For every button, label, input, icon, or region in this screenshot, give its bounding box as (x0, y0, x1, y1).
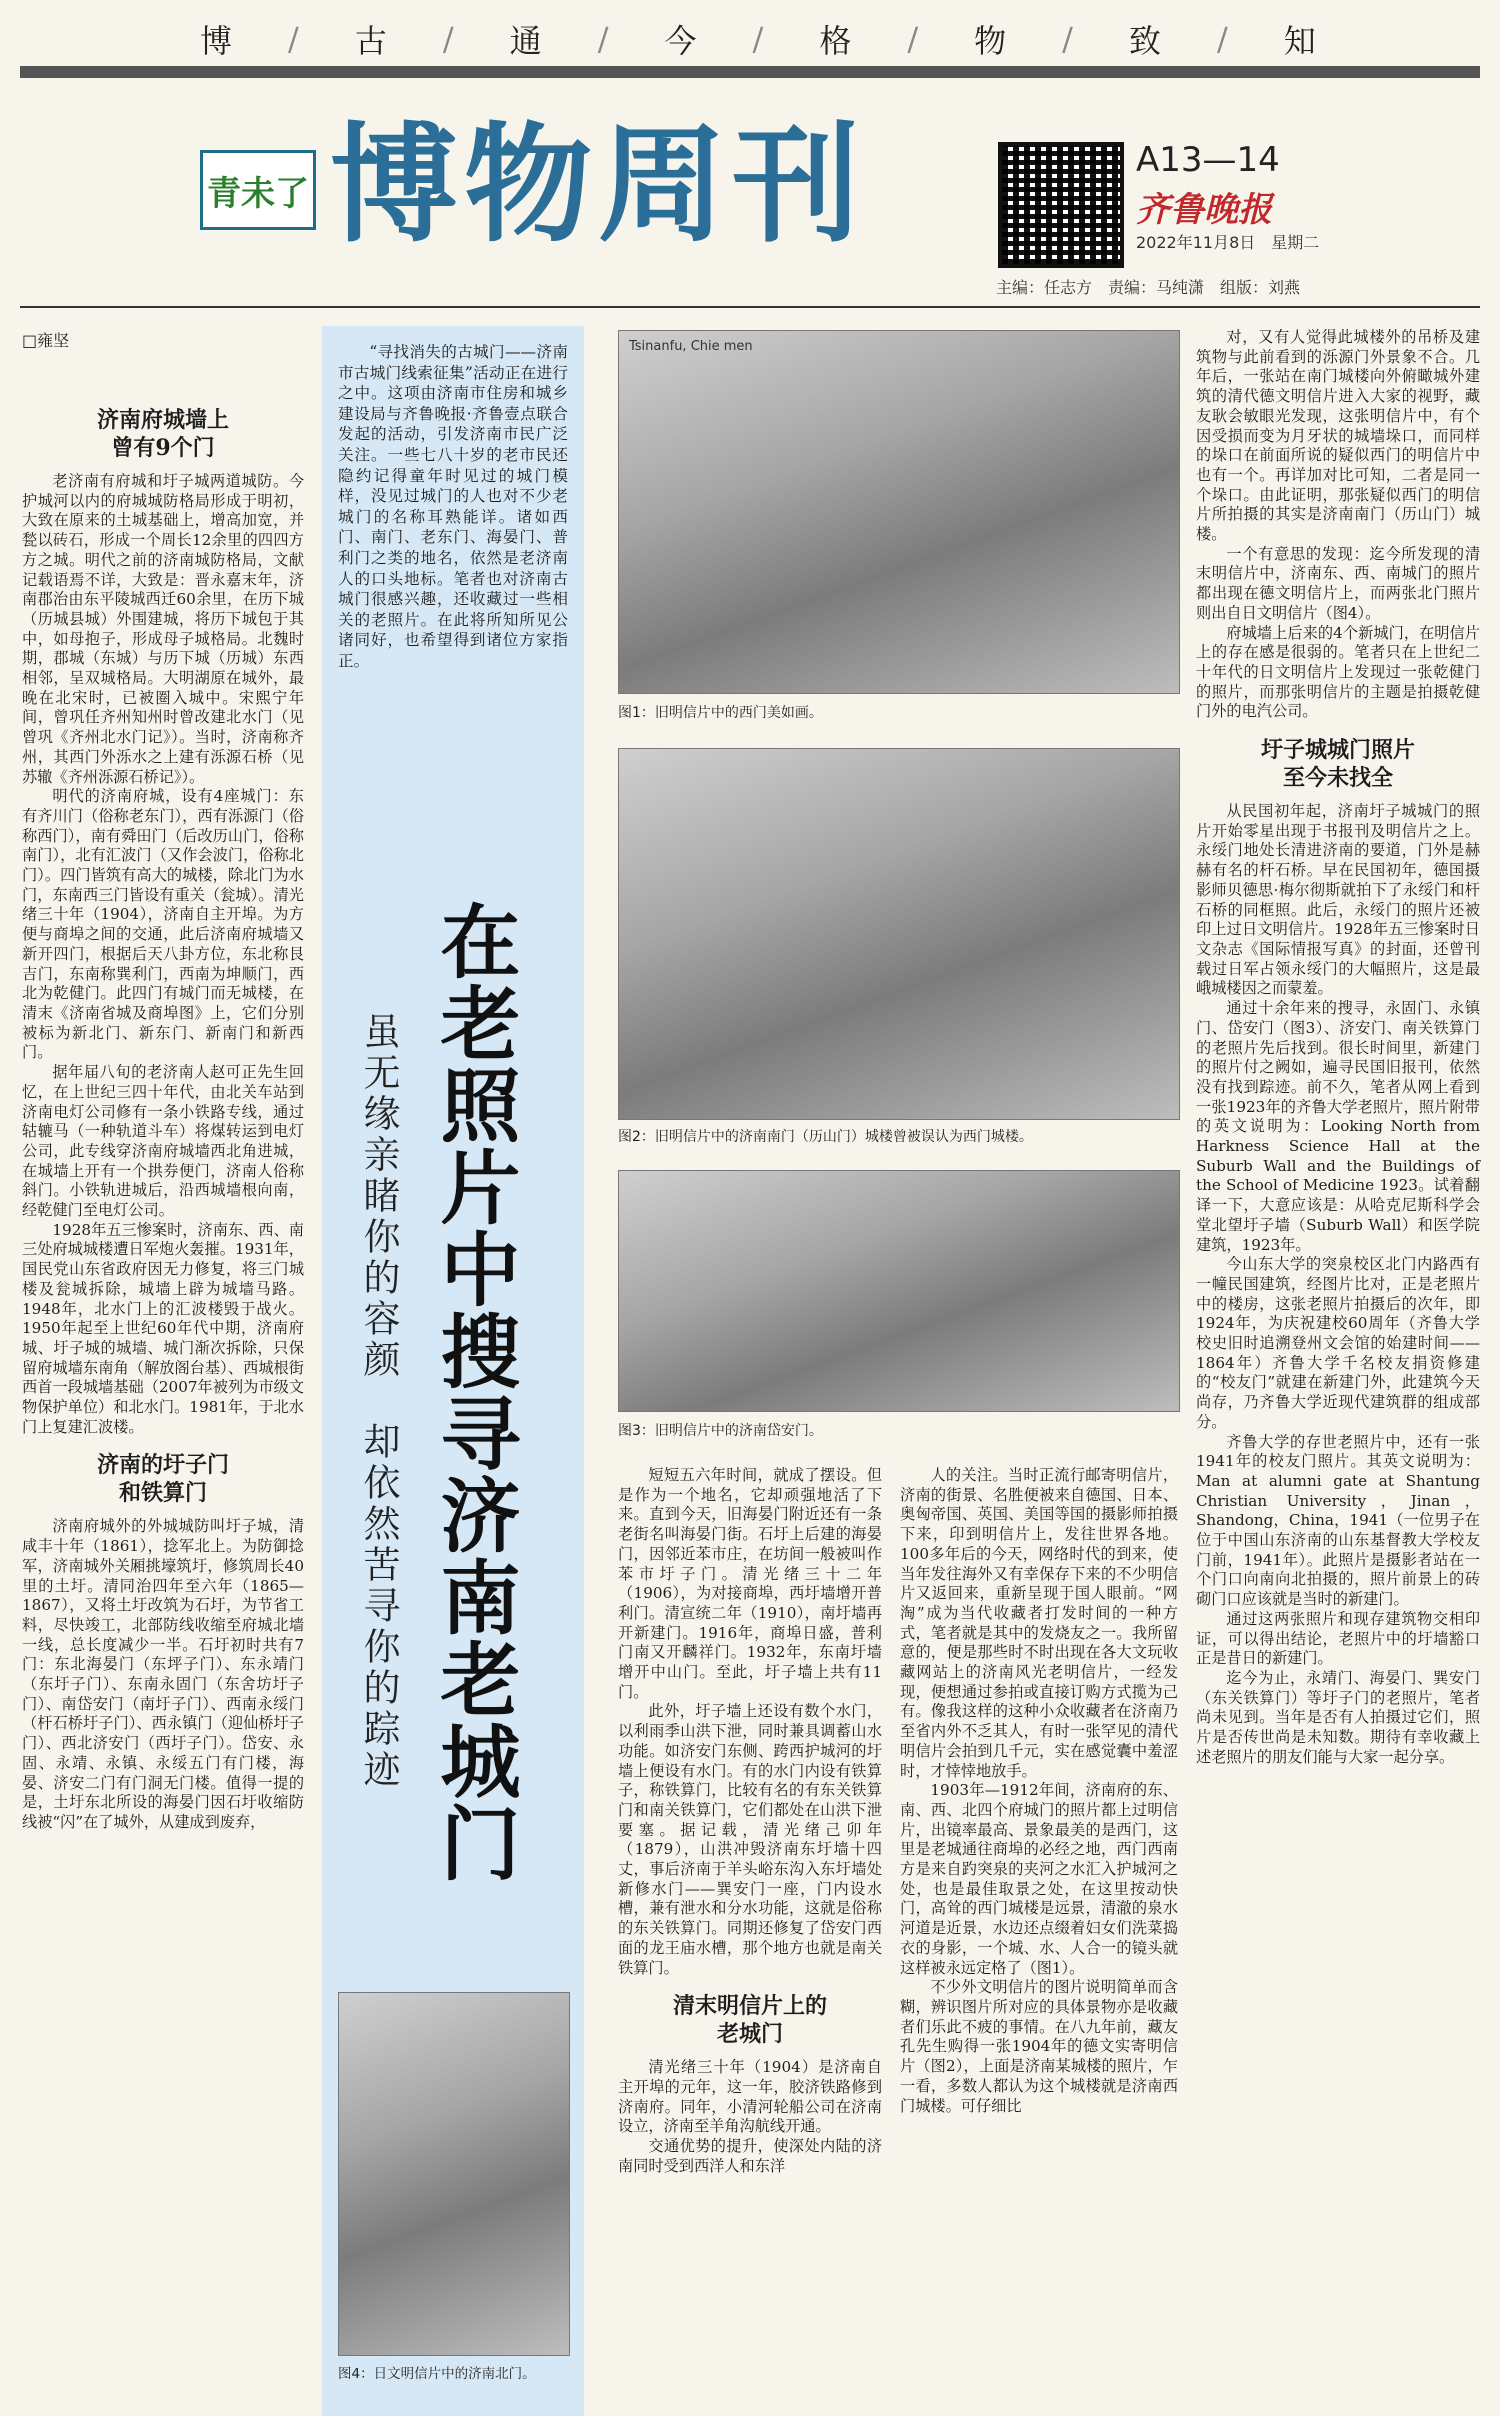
figure-4-caption: 图4：日文明信片中的济南北门。 (338, 2366, 536, 2382)
motto-char: 今 (664, 22, 701, 60)
lead-paragraph: “寻找消失的古城门——济南市古城门线索征集”活动正在进行之中。这项由济南市住房和城乡建设局与齐鲁晚报·齐鲁壹点联合发起的活动，引发济南市民广泛关注。一些七八十岁的老市民还隐约记得童年时见过的城门模样，没见过城门的人也对不少老城门的名称耳熟能详。诸如西门、南门、老东门、海晏门、普利门之类的地名，依然是老济南人的口头地标。笔者也对济南古城门很感兴趣，还收藏过一些相关的老照片。在此将所知所见公诸同好，也希望得到诸位方家指正。 (338, 343, 568, 670)
paragraph: 1903年—1912年间，济南府的东、南、西、北四个府城门的照片都上过明信片，出镜率最高、景象最美的是西门，这里是老城通往商埠的必经之地，西门西南方是来自趵突泉的夹河之水汇入护城河之处，也是最佳取景之处，在这里按动快门，高耸的西门城楼是远景，清澈的泉水河道是近景，水边还点缀着妇女们洗菜捣衣的身影，一个城、水、人合一的镜头就这样被永远定格了（图1）。 (900, 1781, 1178, 1977)
paragraph: 不少外文明信片的图片说明简单而含糊，辨识图片所对应的具体景物亦是收藏者们乐此不疲的事情。在八九年前，藏友孔先生购得一张1904年的德文实寄明信片（图2），上面是济南某城楼的照片，乍一看，多数人都认为这个城楼就是济南西门城楼。可仔细比 (900, 1978, 1178, 2115)
motto-char: 古 (354, 22, 391, 60)
motto-char: 致 (1128, 22, 1165, 60)
author-byline: □雍坚 (22, 331, 70, 350)
paragraph: 据年届八旬的老济南人赵可正先生回忆，在上世纪三四十年代，由北关车站到济南电灯公司修有一条小铁路专线，通过轱辘马（一种轨道斗车）将煤转运到电灯公司，此专线穿济南府城墙西北角进城，在城墙上开有一个拱券便门，济南人俗称斜门。小铁轨进城后，沿西城墙根向南，经乾健门至电灯公司。 (22, 1063, 304, 1220)
article-column-1 (22, 392, 304, 1833)
paragraph: 齐鲁大学的存世老照片中，还有一张1941年的校友门照片。其英文说明为：Man at alumni gate at Shantung Christian University，Jinan，Shandong，China，1941（一位男子在位于中国山东济南的山东基督教大学校友门前，1941年）。此照片是摄影者站在一个门口向南向北拍摄的，照片前景上的砖砌门口应该就是当时的新建门。 (1196, 1432, 1480, 1609)
paragraph: 从民国初年起，济南圩子城城门的照片开始零星出现于书报刊及明信片之上。永绥门地处长清进济南的要道，门外是赫赫有名的杆石桥。早在民国初年，德国摄影师贝德思·梅尔彻斯就拍下了永绥门和杆石桥的同框照。此后，永绥门的照片还被印上过日文明信片。1928年五三惨案时日文杂志《国际情报写真》的封面，还曾刊载过日军占领永绥门的大幅照片，这是最峨城楼因之而蒙羞。 (1196, 802, 1480, 998)
paragraph: 清光绪三十年（1904）是济南自主开埠的元年，这一年，胶济铁路修到济南府。同年，小清河轮船公司在济南设立，济南至羊角沟航线开通。 (618, 2058, 882, 2136)
figure-4-photo (338, 1992, 570, 2356)
article-column-3 (900, 1466, 1178, 2116)
figure-2-photo (618, 748, 1180, 1120)
motto-char: 格 (819, 22, 856, 60)
paragraph: 老济南有府城和圩子城两道城防。今护城河以内的府城城防格局形成于明初，大致在原来的土城基础上，增高加宽，并甃以砖石，形成一个周长12余里的四四方方之城。明代之前的济南城防格局，文献记载语焉不详，大致是：晋永嘉末年，济南郡治由东平陵城西迁60余里，在历下城（历城县城）外围建城，将历下城包于其中，如母抱子，形成母子城格局。北魏时期，郡城（东城）与历下城（历城）东西相邻，呈双城格局。大明湖原在城外，最晚在北宋时，已被圈入城中。宋熙宁年间，曾巩任齐州知州时曾改建北水门（见曾巩《齐州北水门记》）。当时，济南称齐州，其西门外泺水之上建有泺源石桥（见苏辙《齐州泺源石桥记》）。 (22, 472, 304, 786)
header-rule (20, 306, 1480, 308)
figure-3-photo (618, 1170, 1180, 1412)
figure-3-caption: 图3：旧明信片中的济南岱安门。 (618, 1423, 823, 1439)
article-title: 在老照片中搜寻济南老城门 (427, 900, 521, 1884)
article-column-2 (618, 1466, 882, 2177)
paragraph: 府城墙上后来的4个新城门，在明信片上的存在感是很弱的。笔者只在上世纪二十年代的日文明信片上发现过一张乾健门的照片，而那张明信片的主题是拍摄乾健门外的电汽公司。 (1196, 623, 1480, 721)
motto-char: 博 (200, 22, 237, 60)
paragraph: 济南府城外的外城城防叫圩子城，清咸丰十年（1861），捻军北上。为防御捻军，济南城外关厢挑壕筑圩，修筑周长40里的土圩。清同治四年至六年（1865—1867），又将土圩改筑为石圩，为节省工料，尽快竣工，北部防线收缩至府城北墙一线，总长度减少一半。石圩初时共有7门：东北海晏门（东坪子门）、东永靖门（东圩子门）、东南永固门（东舍坊圩子门）、南岱安门（南圩子门）、西南永绥门（杆石桥圩子门）、西永镇门（迎仙桥圩子门）、西北济安门（西圩子门）。岱安、永固、永靖、永镇、永绥五门有门楼，海晏、济安二门有门洞无门楼。值得一提的是，土圩东北所设的海晏门因石圩收缩防线被“闪”在了城外，从建成到废弃， (22, 1517, 304, 1831)
paragraph: 1928年五三惨案时，济南东、西、南三处府城城楼遭日军炮火轰摧。1931年，国民党山东省政府因无力修复，将三门城楼及瓮城拆除，城墙上辟为城墙马路。1948年，北水门上的汇波楼毁于战火。1950年起至上世纪60年代中期，济南府城、圩子城的城墙、城门渐次拆除，只保留府城墙东南角（解放阁台基）、西城根街西首一段城墙基础（2007年被列为市级文物保护单位）和北水门。1981年，于北水门上复建汇波楼。 (22, 1220, 304, 1436)
paragraph: 短短五六年时间，就成了摆设。但是作为一个地名，它却顽强地活了下来。直到今天，旧海晏门附近还有一条老街名叫海晏门街。石圩上后建的海晏门，因邻近苯市庄，在坊间一般被叫作苯市圩子门。清光绪三十二年（1906），为对接商埠，西圩墙增开普利门。清宣统二年（1910），南圩墙再开新建门。1916年，商埠日盛，普利门南又开麟祥门。1932年，东南圩墙增开中山门。至此，圩子墙上共有11门。 (618, 1466, 882, 1701)
motto-char: 知 (1283, 22, 1320, 60)
paragraph: 人的关注。当时正流行邮寄明信片，济南的街景、名胜便被来自德国、日本、奥匈帝国、英国、美国等国的摄影师拍摄下来，印到明信片上，发往世界各地。100多年后的今天，网络时代的到来，使当年发往海外又有幸保存下来的不少明信片又返回来，重新呈现于国人眼前。“网淘”成为当代收藏者打发时间的一种方式，笔者就是其中的发烧友之一。我所留意的，便是那些时不时出现在各大文玩收藏网站上的济南风光老明信片，一经发现，便想通过参拍或直接订购方式揽为己有。像我这样的这种小众收藏者在济南乃至省内外不乏其人，有时一张罕见的清代明信片会拍到几千元，实在感觉囊中羞涩时，才悻悻地放手。 (900, 1466, 1178, 1780)
section-heading: 清末明信片上的 老城门 (672, 1993, 827, 2048)
paragraph: 明代的济南府城，设有4座城门：东有齐川门（俗称老东门），西有泺源门（俗称西门），南有舜田门（后改历山门，俗称南门），北有汇波门（又作会波门，俗称北门）。四门皆筑有高大的城楼，除北门为水门，东南西三门皆设有重关（瓮城）。清光绪三十年（1904），济南自主开埠。为方便与商埠之间的交通，此后济南府城墙又新开四门，根据后天八卦方位，东北称艮吉门，东南称巽利门，西南为坤顺门，西北为乾健门。此四门有城门而无城楼，在清末《济南省城及商埠图》上，它们分别被标为新北门、新东门、新南门和新西门。 (22, 787, 304, 1062)
masthead-title: 博物周刊 (330, 111, 867, 260)
motto-band: 博 / 古 / 通 / 今 / 格 / 物 / 致 / 知 (20, 14, 1480, 64)
motto-char: 物 (974, 22, 1011, 60)
motto-char: 通 (509, 22, 546, 60)
editor-credits: 主编：任志方 责编：马纯潇 组版：刘燕 (996, 278, 1301, 297)
paragraph: 交通优势的提升，使深处内陆的济南同时受到西洋人和东洋 (618, 2137, 882, 2175)
article-subtitle: 虽无缘亲睹你的容颜 却依然苦寻你的踪迹 (357, 1012, 400, 1791)
section-heading: 圩子城城门照片 至今未找全 (1260, 737, 1415, 792)
qr-code (998, 142, 1124, 268)
header-bar (20, 66, 1480, 78)
section-heading: 济南府城墙上 曾有9个门 (96, 407, 229, 461)
paragraph: 今山东大学的突泉校区北门内路西有一幢民国建筑，经图片比对，正是老照片中的楼房，这张老照片拍摄后的次年，即1924年，为庆祝建校60周年（齐鲁大学校史旧时追溯登州文会馆的始建时间——1864年）齐鲁大学千名校友捐资修建的“校友门”就建在新建门外，此建筑今天尚存，乃齐鲁大学近现代建筑群的组成部分。 (1196, 1255, 1480, 1431)
figure-2-caption: 图2：旧明信片中的济南南门（历山门）城楼曾被误认为西门城楼。 (618, 1129, 1033, 1145)
figure-1-caption: 图1：旧明信片中的西门美如画。 (618, 705, 823, 721)
section-logo: 青未了 (200, 150, 316, 230)
paragraph: 通过十余年来的搜寻，永固门、永镇门、岱安门（图3）、济安门、南关铁算门的老照片先后找到。很长时间里，新建门的照片付之阙如，遍寻民国旧报刊，依然没有找到踪迹。前不久，笔者从网上看到一张1923年的齐鲁大学老照片，照片附带的英文说明为：Looking North from Harkness Science Hall at the Suburb Wall and the Buildings of the School of Medicine 1923。试着翻译一下，大意应该是：从哈克尼斯科学会堂北望圩子墙（Suburb Wall）和医学院建筑，1923年。 (1196, 999, 1480, 1254)
page-code: A13—14 (1136, 140, 1280, 180)
paper-logo: 齐鲁晚报 (1136, 190, 1272, 230)
paragraph: 迄今为止，永靖门、海晏门、巽安门（东关铁算门）等圩子门的老照片，笔者尚未见到。当年是否有人拍摄过它们，照片是否传世尚是未知数。期待有幸收藏上述老照片的朋友们能与大家一起分享。 (1196, 1669, 1480, 1766)
paragraph: 此外，圩子墙上还设有数个水门，以利雨季山洪下泄，同时兼具调蓄山水功能。如济安门东侧、跨西护城河的圩墙上便设有水门。有的水门内设有铁算子，称铁算门，比较有名的有东关铁算门和南关铁算门，它们都处在山洪下泄要塞。据记载，清光绪己卯年（1879），山洪冲毁济南东圩墙十四丈，事后济南于羊头峪东沟入东圩墙处新修水门——巽安门一座，门内设水槽，兼有泄水和分水功能，这就是俗称的东关铁算门。同期还修复了岱安门西面的龙王庙水槽，那个地方也就是南关铁算门。 (618, 1702, 882, 1977)
paragraph: 通过这两张照片和现存建筑物交相印证，可以得出结论，老照片中的圩墙豁口正是昔日的新建门。 (1196, 1609, 1480, 1668)
postcard-inscription: Tsinanfu, Chie men (629, 339, 753, 354)
paragraph: 对，又有人觉得此城楼外的吊桥及建筑物与此前看到的泺源门外景象不合。几年后，一张站在南门城楼向外俯瞰城外建筑的清代德文明信片进入大家的视野，藏友耿会敏眼光发现，这张明信片中，有个因受损而变为月牙状的城墙垛口，而同样的垛口在前面所说的疑似西门的明信片中也有一个。再详加对比可知，二者是同一个垛口。由此证明，那张疑似西门的明信片所拍摄的其实是济南南门（历山门）城楼。 (1196, 328, 1480, 544)
paragraph: 一个有意思的发现：迄今所发现的清末明信片中，济南东、西、南城门的照片都出现在德文明信片上，而两张北门照片则出自日文明信片（图4）。 (1196, 544, 1480, 622)
issue-date: 2022年11月8日 星期二 (1136, 233, 1320, 252)
figure-1-photo (618, 330, 1180, 694)
section-heading: 济南的圩子门 和铁算门 (96, 1452, 229, 1507)
article-column-4 (1196, 328, 1480, 1768)
